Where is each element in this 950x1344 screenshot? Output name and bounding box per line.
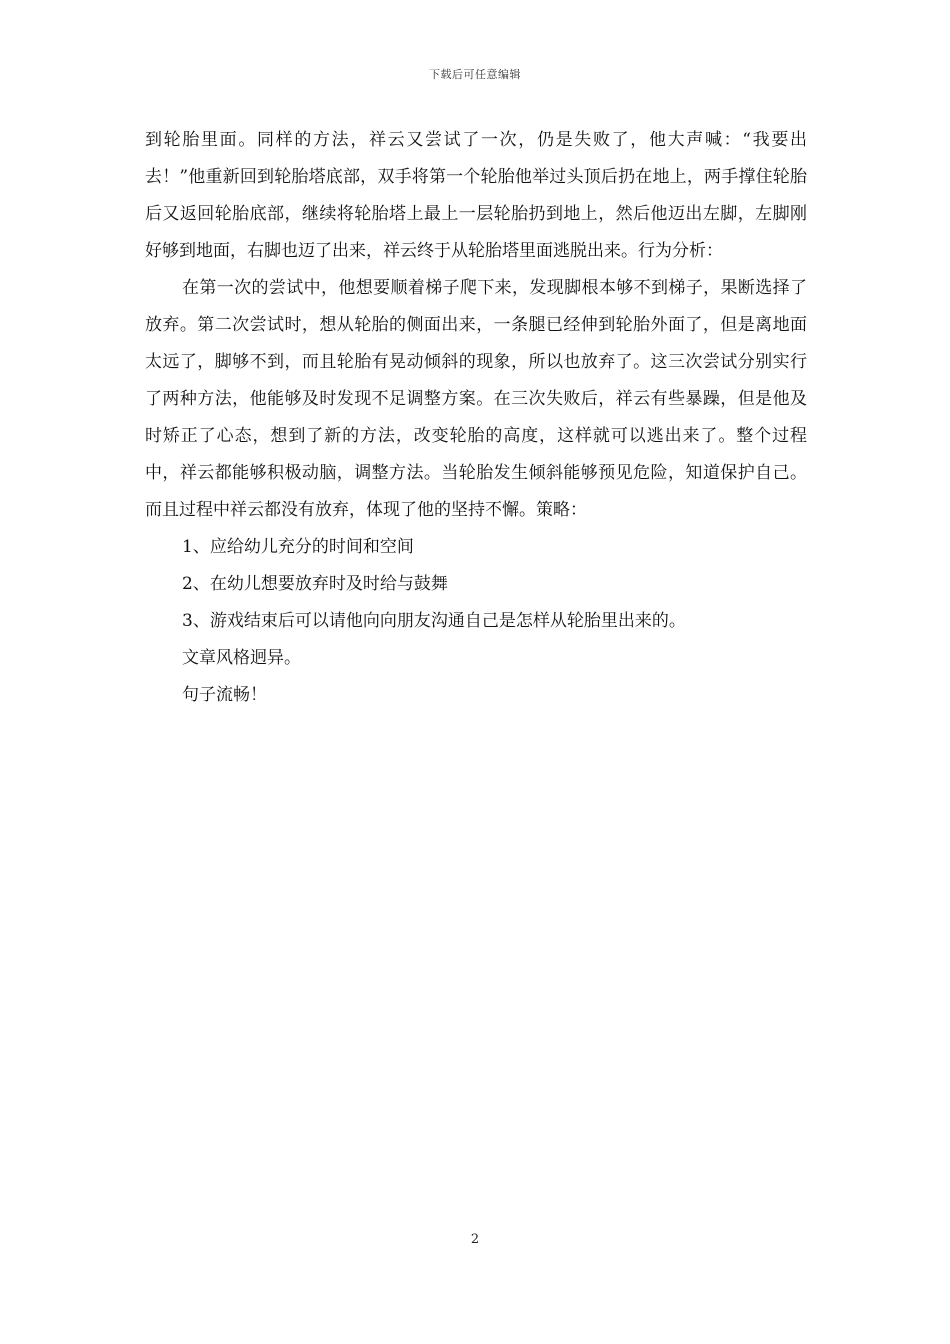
closing-line-2: 句子流畅！ — [182, 685, 267, 705]
paragraph-continuation: 到轮胎里面。同样的方法，祥云又尝试了一次，仍是失败了，他大声喊：“我要出去！”他重新回到轮胎塔底部，双手将第一个轮胎他举过头顶后扔在地上，两手撑住轮胎后又返回轮胎底部，继续将轮胎塔上最上一层轮胎扔到地上，然后他迈出左脚，左脚刚好够到地面，右脚也迈了出来，祥云终于从轮胎塔里面逃脱出来。行为分析： — [145, 130, 807, 261]
strategy-item-2: 2、在幼儿想要放弃时及时给与鼓舞 — [182, 574, 448, 594]
strategy-item-3: 3、游戏结束后可以请他向向朋友沟通自己是怎样从轮胎里出来的。 — [182, 611, 686, 631]
paragraph-analysis: 在第一次的尝试中，他想要顺着梯子爬下来，发现脚根本够不到梯子，果断选择了放弃。第二次尝试时，想从轮胎的侧面出来，一条腿已经伸到轮胎外面了，但是离地面太远了，脚够不到，而且轮胎有晃动倾斜的现象，所以也放弃了。这三次尝试分别实行了两种方法，他能够及时发现不足调整方案。在三次失败后，祥云有些暴躁，但是他及时矫正了心态，想到了新的方法，改变轮胎的高度，这样就可以逃出来了。整个过程中，祥云都能够积极动脑，调整方法。当轮胎发生倾斜能够预见危险，知道保护自己。而且过程中祥云都没有放弃，体现了他的坚持不懈。策略： — [145, 278, 807, 520]
page-header: 下载后可任意编辑 — [429, 68, 521, 81]
closing-line-1: 文章风格迥异。 — [182, 648, 301, 668]
page-number: 2 — [470, 1232, 480, 1247]
strategy-item-1: 1、应给幼儿充分的时间和空间 — [182, 537, 414, 557]
document-body — [145, 122, 807, 714]
